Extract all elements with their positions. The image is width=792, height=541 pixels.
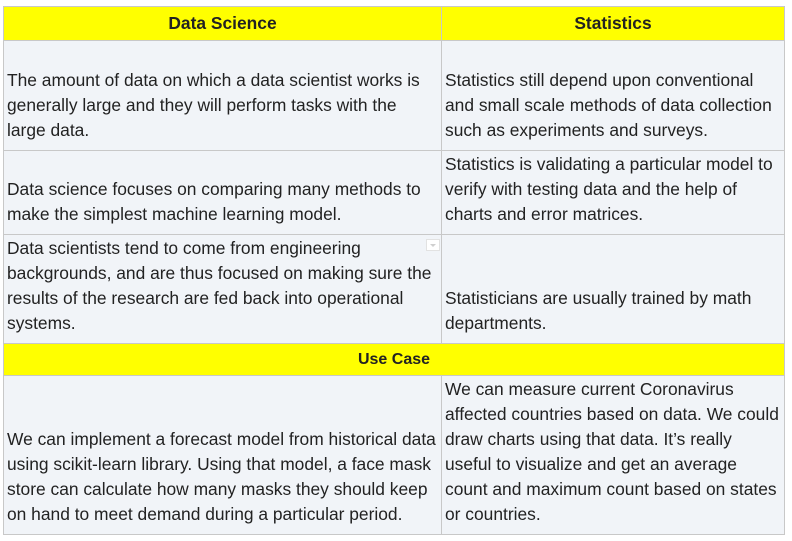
use-case-statistics-cell: We can measure current Coronavirus affected countries based on data. We could draw charts using that data. It’s really useful to visualize and get an average count and maximum count based on states or countries. [442, 376, 785, 535]
table-row [4, 151, 785, 235]
table-row [4, 376, 785, 535]
table-row [4, 41, 785, 151]
use-case-data-science-cell: We can implement a forecast model from historical data using scikit-learn library. Using that model, a face mask store can calculate how many masks they should keep on hand to meet demand during a particular period. [4, 376, 442, 535]
comparison-table [3, 6, 785, 535]
data-science-cell: Data science focuses on comparing many methods to make the simplest machine learning model. [4, 151, 442, 235]
header-data-science: Data Science [4, 7, 442, 41]
statistics-cell: Statisticians are usually trained by math departments. [442, 235, 785, 344]
statistics-cell: Statistics is validating a particular model to verify with testing data and the help of charts and error matrices. [442, 151, 785, 235]
header-statistics: Statistics [442, 7, 785, 41]
use-case-row [4, 344, 785, 376]
table-row [4, 235, 785, 344]
header-row [4, 7, 785, 41]
chevron-down-icon[interactable] [426, 239, 440, 251]
data-science-cell: The amount of data on which a data scientist works is generally large and they will perform tasks with the large data. [4, 41, 442, 151]
statistics-cell: Statistics still depend upon conventional and small scale methods of data collection such as experiments and surveys. [442, 41, 785, 151]
use-case-title: Use Case [4, 344, 785, 376]
data-science-cell [4, 235, 442, 344]
cell-text: Data scientists tend to come from engineering backgrounds, and are thus focused on making sure the results of the research are fed back into operational systems. [7, 238, 432, 333]
